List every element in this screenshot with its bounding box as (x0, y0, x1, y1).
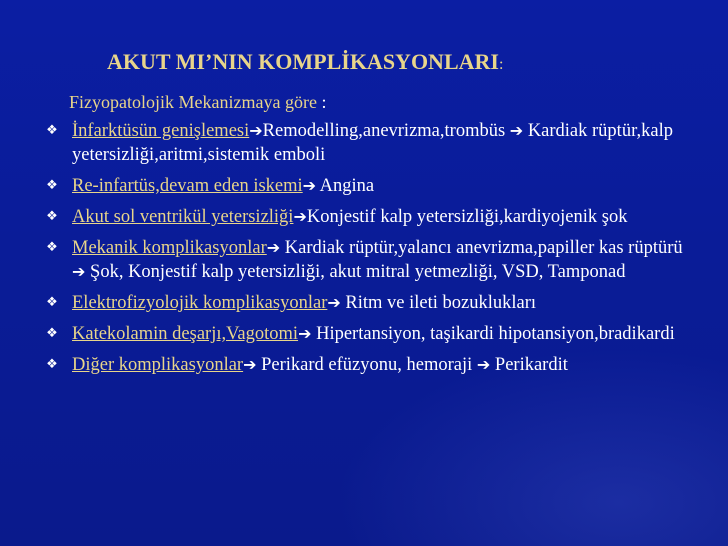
bullet-text: Hipertansiyon, taşikardi hipotansiyon,bradikardi (311, 324, 675, 344)
bullet-marker-icon: ❖ (46, 178, 58, 193)
bullet-link[interactable]: Elektrofizyolojik komplikasyonlar (72, 293, 328, 313)
arrow-right-icon: ➔ (266, 238, 281, 257)
slide-title-text: AKUT MI’NIN KOMPLİKASYONLARI (107, 49, 499, 74)
arrow-right-icon: ➔ (327, 293, 341, 312)
bullet-marker-icon: ❖ (46, 295, 58, 310)
complication-list (44, 119, 684, 384)
bullet-left-ventricular-failure (44, 205, 684, 229)
bullet-text: Kardiak rüptür,yalancı anevrizma,papiller kas rüptürü (280, 238, 683, 258)
bullet-infarct-expansion (44, 119, 684, 167)
bullet-link[interactable]: Re-infartüs,devam eden iskemi (72, 176, 303, 196)
bullet-electrophysiologic (44, 291, 684, 315)
subtitle-prefix: Fizyopatolojik Mekanizmaya (69, 92, 285, 112)
bullet-marker-icon: ❖ (46, 209, 58, 224)
bullet-text: Perikardit (490, 355, 568, 375)
arrow-right-icon: ➔ (249, 121, 263, 140)
bullet-other (44, 353, 684, 377)
bullet-mechanical (44, 236, 684, 284)
bullet-text: Ritm ve ileti bozuklukları (340, 293, 537, 313)
arrow-right-icon: ➔ (298, 324, 312, 343)
arrow-right-icon: ➔ (302, 176, 317, 195)
bullet-link[interactable]: Diğer komplikasyonlar (72, 355, 244, 375)
subtitle-suffix: : (316, 92, 327, 112)
bullet-link[interactable]: İnfarktüsün genişlemesi (72, 121, 250, 141)
bullet-link[interactable]: Akut sol ventrikül yetersizliği (72, 207, 294, 227)
arrow-right-icon: ➔ (243, 355, 257, 374)
bullet-link[interactable]: Katekolamin deşarjı,Vagotomi (72, 324, 299, 344)
arrow-right-icon: ➔ (72, 262, 86, 281)
bullet-link[interactable]: Mekanik komplikasyonlar (72, 238, 267, 258)
bullet-text: Kardiak rüptür,kalp yetersizliği,aritmi,sistemik emboli (72, 121, 673, 165)
arrow-right-icon: ➔ (476, 355, 491, 374)
arrow-right-icon: ➔ (509, 121, 524, 140)
bullet-text: Angina (316, 176, 375, 196)
arrow-right-icon: ➔ (293, 207, 307, 226)
bullet-catecholamine (44, 322, 684, 346)
slide-title (107, 49, 503, 75)
subtitle-word: göre (284, 92, 317, 112)
bullet-marker-icon: ❖ (46, 326, 58, 341)
bullet-text: Perikard efüzyonu, hemoraji (256, 355, 477, 375)
slide-title-colon: : (498, 56, 504, 73)
slide-subtitle (69, 92, 326, 113)
bullet-marker-icon: ❖ (46, 123, 58, 138)
bullet-reinfarction (44, 174, 684, 198)
bullet-marker-icon: ❖ (46, 357, 58, 372)
bullet-marker-icon: ❖ (46, 240, 58, 255)
bullet-text: Remodelling,anevrizma,trombüs (262, 121, 510, 141)
bullet-text: Şok, Konjestif kalp yetersizliği, akut mitral yetmezliği, VSD, Tamponad (85, 262, 626, 282)
bullet-text: Konjestif kalp yetersizliği,kardiyojenik şok (306, 207, 628, 227)
